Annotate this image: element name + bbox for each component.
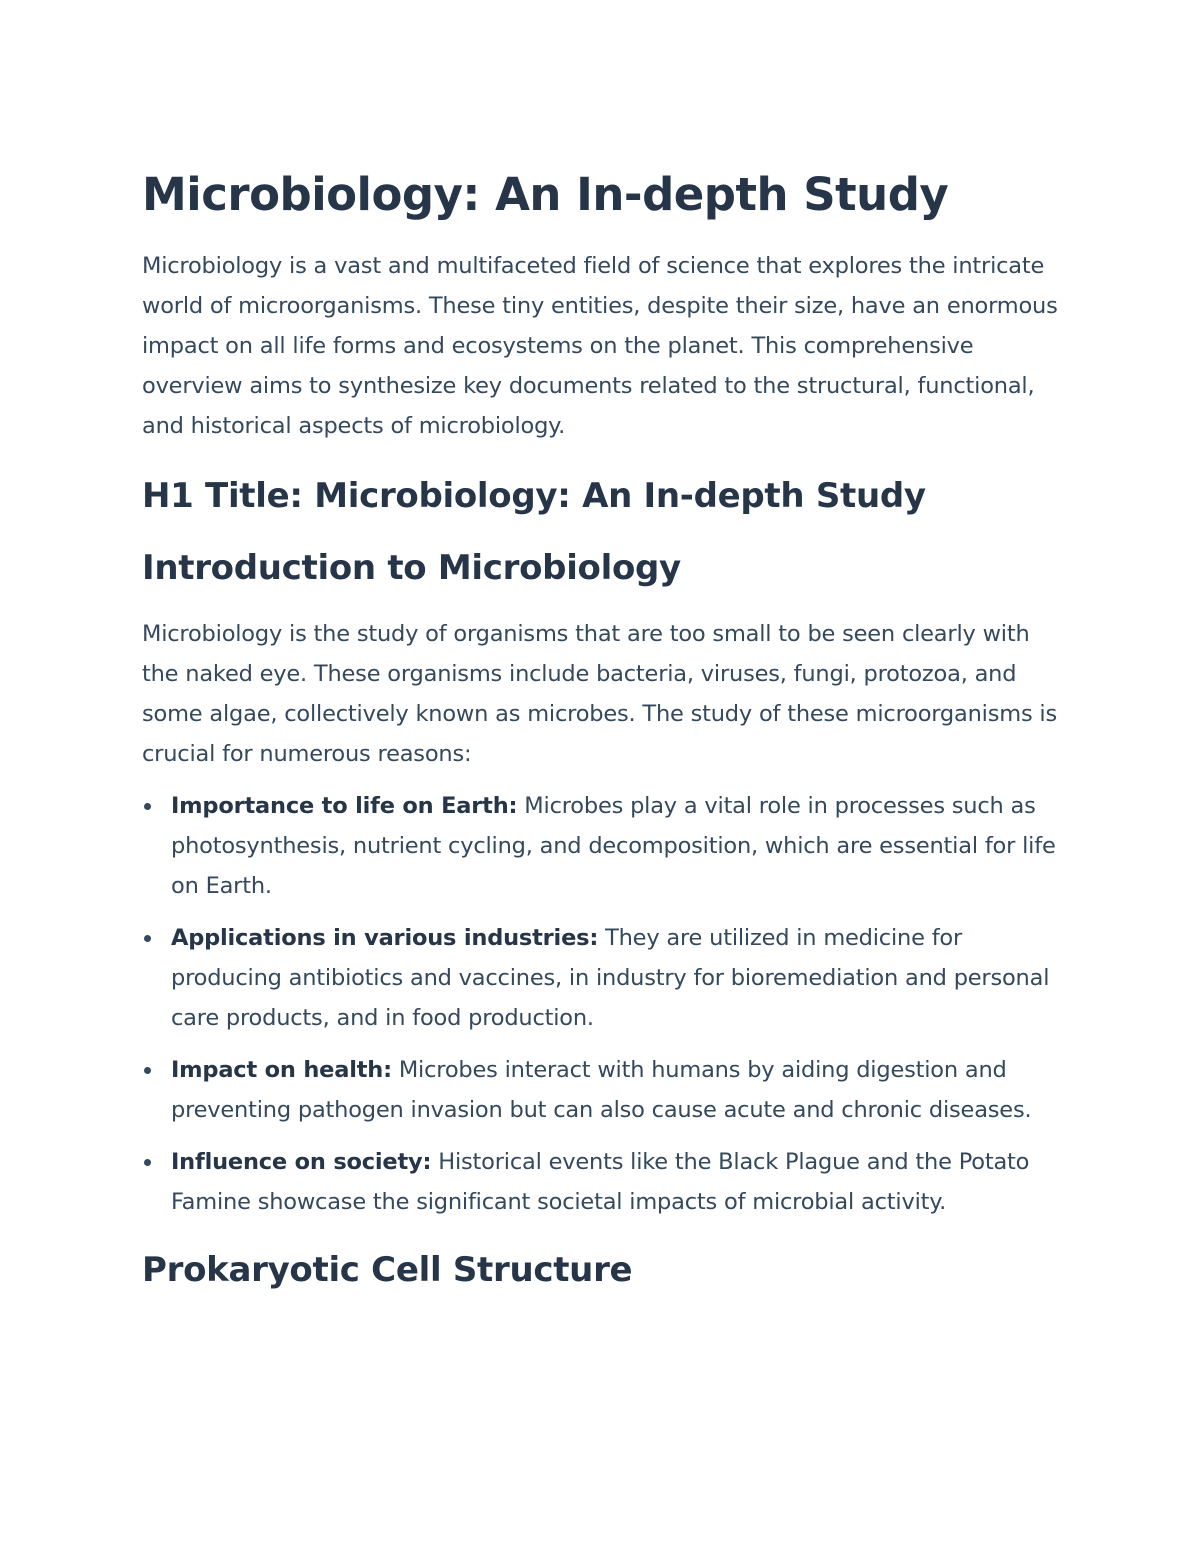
bullet-term: Influence on society: (171, 1149, 432, 1175)
document-title: Microbiology: An In-depth Study (142, 168, 949, 221)
document-page (142, 160, 1072, 1316)
h1-title-heading: H1 Title: Microbiology: An In-depth Study (142, 476, 926, 516)
reasons-list (142, 786, 1072, 1222)
bullet-icon (144, 1067, 151, 1074)
bullet-icon (144, 935, 151, 942)
bullet-text: They are utilized in medicine for producing antibiotics and vaccines, in industry for bioremediation and personal care products, and in food production. (171, 925, 1050, 1031)
bullet-term: Impact on health: (171, 1057, 392, 1083)
introduction-paragraph: Microbiology is the study of organisms that are too small to be seen clearly with the naked eye. These organisms include bacteria, viruses, fungi, protozoa, and some algae, collectively known as microbes. The study of these microorganisms is crucial for numerous reasons: (142, 621, 1057, 767)
bullet-term: Importance to life on Earth: (171, 793, 518, 819)
bullet-icon (144, 1159, 151, 1166)
introduction-heading: Introduction to Microbiology (142, 548, 681, 588)
bullet-text: Microbes interact with humans by aiding digestion and preventing pathogen invasion but can also cause acute and chronic diseases. (171, 1057, 1032, 1123)
intro-paragraph: Microbiology is a vast and multifaceted field of science that explores the intricate world of microorganisms. These tiny entities, despite their size, have an enormous impact on all life forms and ecosystems on the planet. This comprehensive overview aims to synthesize key documents related to the structural, functional, and historical aspects of microbiology. (142, 253, 1058, 439)
bullet-text: Historical events like the Black Plague and the Potato Famine showcase the significant societal impacts of microbial activity. (171, 1149, 1030, 1215)
list-item (142, 1142, 1072, 1222)
bullet-term: Applications in various industries: (171, 925, 599, 951)
bullet-icon (144, 803, 151, 810)
bullet-text: Microbes play a vital role in processes such as photosynthesis, nutrient cycling, and decomposition, which are essential for life on Earth. (171, 793, 1056, 899)
list-item (142, 786, 1072, 906)
list-item (142, 1050, 1072, 1130)
prokaryotic-heading: Prokaryotic Cell Structure (142, 1250, 633, 1290)
list-item (142, 918, 1072, 1038)
